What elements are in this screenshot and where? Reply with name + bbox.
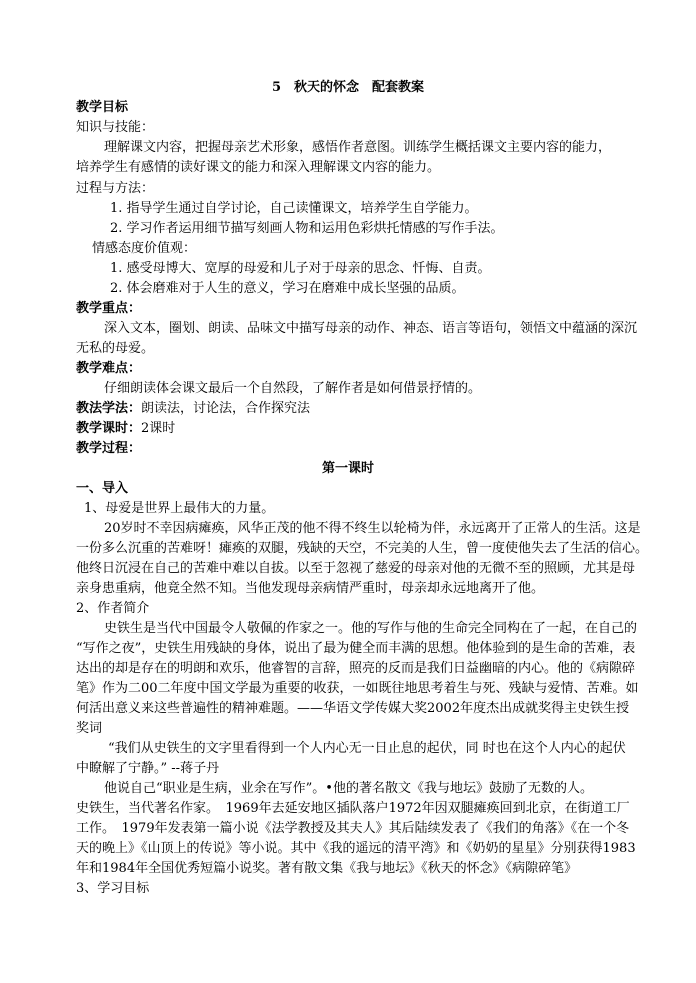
method-text: 朗读法，讨论法，合作探究法 [141, 401, 311, 416]
intro-line-1: 1、母爱是世界上最伟大的力量。 [84, 501, 275, 516]
para1-line-3: 他终日沉浸在自己的苦难中难以自拔。以至于忽视了慈爱的母亲对他的无微不至的照顾，尤其是母 [76, 561, 636, 576]
para1-line-2: 一份多么沉重的苦难呀！瘫痪的双腿，残缺的天空，不完美的人生，曾一度使他失去了生活的信心。 [76, 541, 649, 556]
difficulty-heading: 教学难点： [76, 361, 142, 376]
para2-line-5: 何活出意义来这些普遍性的精神难题。——华语文学传媒大奖2002年度杰出成就奖得主史铁生授 [76, 701, 630, 716]
knowledge-line-1: 理解课文内容，把握母亲艺术形象，感悟作者意图。训练学生概括课文主要内容的能力， [104, 140, 612, 155]
quote-line-2: 中瞭解了宁静。” --蒋子丹 [76, 761, 220, 776]
process-item-1: 1. 指导学生通过自学讨论，自己读懂课文，培养学生自学能力。 [110, 201, 478, 216]
para1-line-1: 20岁时不幸因病瘫痪，风华正茂的他不得不终生以轮椅为伴，永远离开了正常人的生活。这是 [104, 521, 641, 536]
para2-line-2: “写作之夜”，史铁生用残缺的身体，说出了最为健全而丰满的思想。他体验到的是生命的苦难，表 [76, 641, 636, 656]
document-title: 5 秋天的怀念 配套教案 [271, 80, 425, 95]
difficulty-line-1: 仔细朗读体会课文最后一个自然段，了解作者是如何借景抒情的。 [104, 381, 482, 396]
process-label: 过程与方法： [76, 181, 155, 196]
knowledge-line-2: 培养学生有感情的读好课文的能力和深入理解课文内容的能力。 [76, 160, 441, 175]
study-heading: 3、学习目标 [76, 881, 150, 896]
author-heading: 2、作者简介 [76, 601, 150, 616]
para2-line-1: 史铁生是当代中国最令人敬佩的作家之一。他的写作与他的生命完全同构在了一起，在自己的 [104, 621, 638, 636]
key-line-1: 深入文本，圈划、朗读、品味文中描写母亲的动作、神态、语言等语句，领悟文中蕴涵的深沉 [104, 321, 638, 336]
profession-line: 他说自己“职业是生病，业余在写作”。•他的著名散文《我与地坛》鼓励了无数的人。 [104, 781, 593, 796]
hours-text: 2课时 [141, 421, 176, 436]
lesson-title: 第一课时 [321, 461, 374, 476]
para2-line-6: 奖词 [76, 721, 103, 736]
hours-line [76, 421, 175, 437]
emotion-item-2: 2. 体会磨难对于人生的意义，学习在磨难中成长坚强的品质。 [110, 281, 465, 296]
knowledge-label: 知识与技能： [76, 120, 155, 135]
key-heading: 教学重点： [76, 301, 142, 316]
goals-heading: 教学目标 [76, 100, 129, 115]
key-line-2: 无私的母爱。 [76, 341, 155, 356]
para3-line-1: 史铁生，当代著名作家。 1969年去延安地区插队落户1972年因双腿瘫痪回到北京，在街道工厂 [76, 801, 630, 816]
method-heading: 教法学法： [76, 401, 142, 416]
para2-line-3: 达出的却是存在的明朗和欢乐，他睿智的言辞，照亮的反而是我们日益幽暗的内心。他的《病隙碎 [76, 661, 636, 676]
method-line [76, 401, 310, 417]
process-heading: 教学过程： [76, 441, 142, 456]
para3-line-4: 年和1984年全国优秀短篇小说奖。著有散文集《我与地坛》《秋天的怀念》《病隙碎笔》 [76, 861, 578, 876]
para3-line-2: 工作。 1979年发表第一篇小说《法学教授及其夫人》其后陆续发表了《我们的角落》《在一个冬 [76, 821, 630, 836]
hours-heading: 教学课时： [76, 421, 142, 436]
emotion-label: 情感态度价值观： [92, 241, 197, 256]
intro-heading: 一、导入 [76, 481, 129, 496]
para3-line-3: 天的晚上》《山顶上的传说》等小说。其中《我的遥远的清平湾》和《奶奶的星星》分别获得1983 [76, 841, 636, 856]
process-item-2: 2. 学习作者运用细节描写刻画人物和运用色彩烘托情感的写作手法。 [110, 221, 504, 236]
para1-line-4: 亲身患重病，他竟全然不知。当他发现母亲病情严重时，母亲却永远地离开了他。 [76, 581, 545, 596]
quote-line-1: “我们从史铁生的文字里看得到一个人内心无一日止息的起伏，同 时也在这个人内心的起伏 [108, 741, 626, 756]
para2-line-4: 笔》作为二00二年度中国文学最为重要的收获，一如既往地思考着生与死、残缺与爱情、苦难。如 [76, 681, 639, 696]
emotion-item-1: 1. 感受母博大、宽厚的母爱和儿子对于母亲的思念、忏悔、自责。 [110, 261, 491, 276]
